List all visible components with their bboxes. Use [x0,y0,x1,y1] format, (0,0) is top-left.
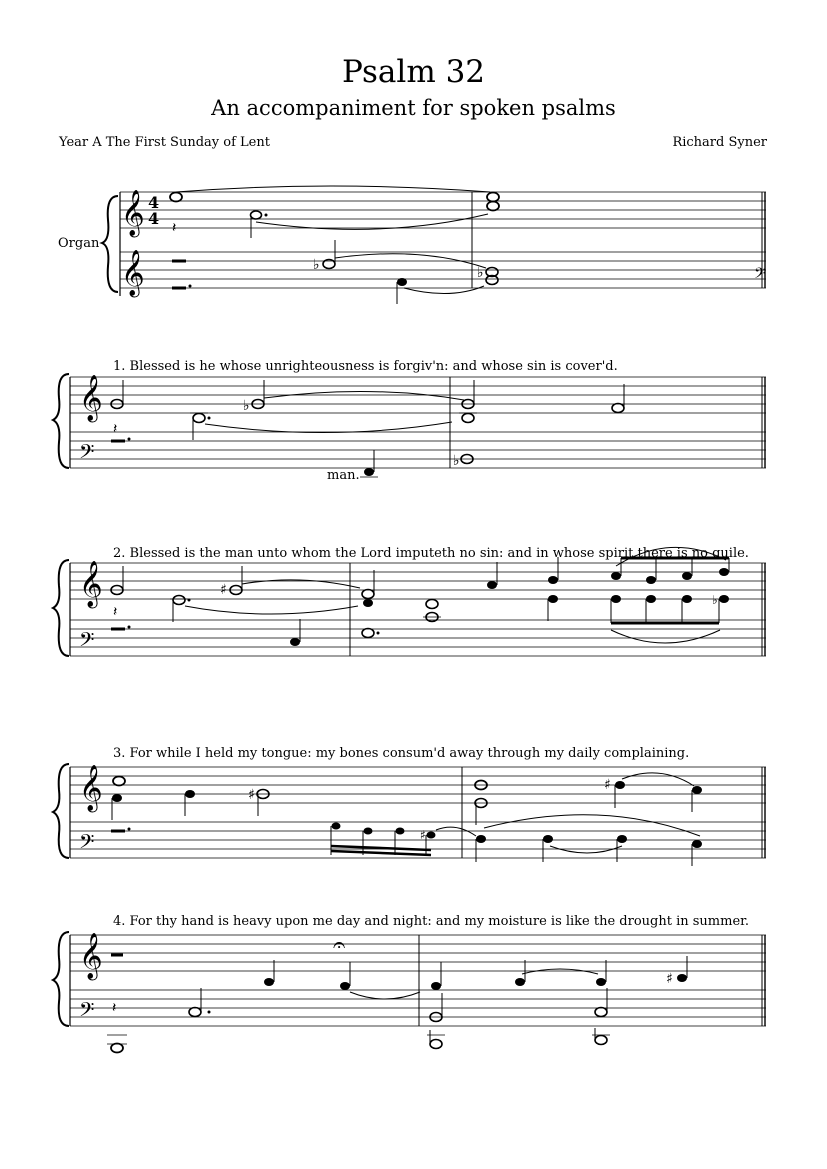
note [612,404,624,413]
bass-clef: 𝄢 [79,440,95,468]
note [617,835,627,843]
dot [128,828,131,831]
note [340,982,350,990]
system-1 [53,359,766,483]
rest: 𝄽 [113,421,118,437]
note [251,211,262,219]
note [362,629,374,638]
note [595,1036,607,1045]
treble-staff [70,935,766,971]
flat-accidental: ♭ [313,257,320,273]
tie [436,827,476,836]
rest: 𝄽 [113,604,118,620]
note [543,835,553,843]
tie [176,186,490,192]
note [397,278,407,286]
verse-text: 1. Blessed is he whose unrighteousness is forgiv'n: and whose sin is cover'd. [113,359,618,374]
note [170,193,182,202]
dot [208,1011,211,1014]
note [476,835,486,843]
bass-clef: 𝄢 [79,830,95,858]
dot [265,214,268,217]
note [596,978,606,986]
dot [189,285,192,288]
note [264,978,274,986]
treble-clef: 𝄞 [79,933,103,979]
tie [522,969,598,974]
instrument-name: Organ [58,236,100,251]
note [615,781,625,789]
note [396,828,405,835]
bass-staff [70,620,766,656]
treble-staff [70,767,766,803]
note [332,823,341,830]
dot [128,626,131,629]
note [595,1008,607,1017]
score-title: Psalm 32 [341,54,486,90]
tie [264,391,464,400]
slur [611,630,720,643]
verse-text: 2. Blessed is the man unto whom the Lord imputeth no sin: and in whose spirit there is no guile. [113,546,749,561]
time-sig-top: 4 [148,193,160,212]
dot [188,599,191,602]
note [427,832,436,839]
sharp-accidental: ♯ [604,777,611,793]
note [646,576,656,584]
system-4 [53,914,766,1053]
note [431,982,441,990]
dot [377,632,380,635]
system-brace [53,560,69,656]
dot [128,438,131,441]
flat-accidental: ♭ [453,453,460,469]
note [364,828,373,835]
note [692,840,702,848]
note [682,572,692,580]
treble-clef: 𝄞 [121,190,145,236]
system-0 [58,186,766,304]
tie [550,846,622,853]
beam [331,846,431,850]
note [548,576,558,584]
system-brace [53,932,69,1026]
note [193,414,205,423]
score-subtitle: An accompaniment for spoken psalms [211,96,616,120]
note [430,1040,442,1049]
system-3 [53,746,766,866]
note [646,595,656,603]
sharp-accidental: ♯ [220,582,227,598]
note [185,790,195,798]
sharp-accidental: ♯ [248,787,255,803]
note [362,590,374,599]
liturgical-occasion: Year A The First Sunday of Lent [59,135,270,150]
note [363,599,373,607]
treble-clef: 𝄞 [121,250,145,296]
note [111,1044,123,1053]
verse-text: 4. For thy hand is heavy upon me day and night: and my moisture is like the drought in summer. [113,914,750,929]
system-brace [102,196,118,292]
treble-clef: 𝄞 [79,765,103,811]
sharp-accidental: ♯ [666,971,673,987]
treble-clef: 𝄞 [79,375,103,421]
bass-staff [70,990,766,1026]
tie [350,992,420,999]
note [189,1008,201,1017]
flat-accidental: ♭ [712,593,718,607]
note [364,468,374,476]
note [290,638,300,646]
treble-staff [70,377,766,413]
sharp-accidental: ♯ [420,828,426,842]
note [487,581,497,589]
beam [331,851,431,855]
note [426,600,438,609]
note [692,786,702,794]
verse-text: 3. For while I held my tongue: my bones consum'd away through my daily complaining. [113,746,690,761]
system-2 [53,546,766,656]
tie [205,422,452,433]
note [719,595,729,603]
note [515,978,525,986]
flat-accidental: ♭ [243,398,250,414]
bass-clef: 𝄢 [79,628,95,656]
manual-marking: man. [327,468,360,483]
dot [208,417,211,420]
note [113,777,125,786]
tie [185,606,358,614]
note [719,568,729,576]
note [112,794,122,802]
composer-name: Richard Syner [672,135,767,150]
note [462,414,474,423]
note [611,572,621,580]
tie [256,214,488,229]
treble-staff [70,563,766,599]
note [487,202,499,211]
system-brace [53,374,69,468]
bass-staff [70,822,766,858]
note [173,596,185,605]
slur [622,773,694,786]
bass-clef: 𝄢 [754,265,766,286]
bass-staff [70,432,766,468]
bass-clef: 𝄢 [79,998,95,1026]
system-brace [53,764,69,858]
rest: 𝄽 [172,220,177,236]
slur [484,815,700,836]
rest: 𝄽 [112,1000,117,1016]
note [677,974,687,982]
note [487,193,499,202]
note [548,595,558,603]
treble-clef: 𝄞 [79,561,103,607]
time-sig-bottom: 4 [148,209,160,228]
note [611,595,621,603]
flat-accidental: ♭ [477,265,484,281]
note [682,595,692,603]
fermata: 𝄐 [333,933,346,958]
